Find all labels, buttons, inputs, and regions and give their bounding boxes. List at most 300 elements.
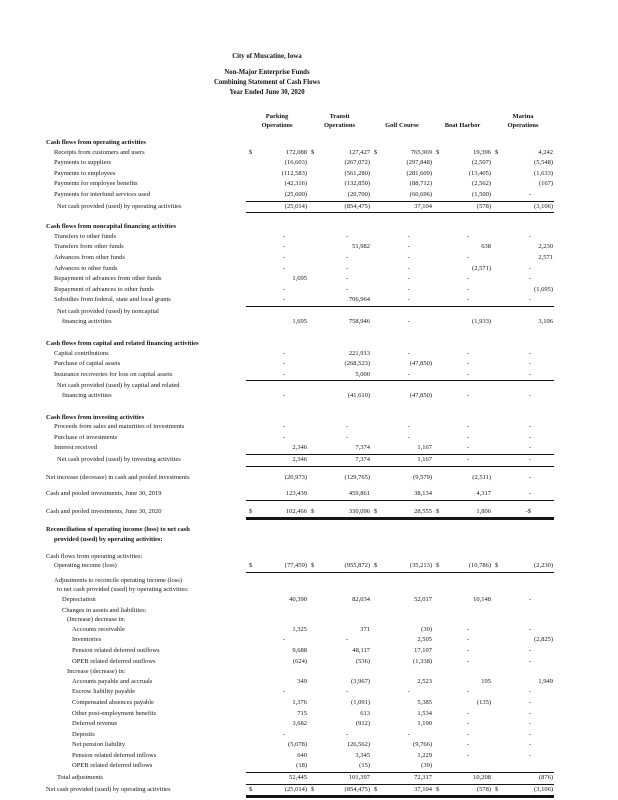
amount: 52,017 [414,595,432,603]
value-cell [492,687,554,698]
amount: (9,579) [413,473,432,481]
value-cell [492,698,554,709]
value-cell [246,253,308,264]
value-cell [371,773,433,785]
amount: (30) [421,625,432,633]
amount: - [466,349,469,357]
amount: 17,107 [414,646,432,654]
row-label: Total adjustments [57,774,103,782]
amount: - [407,264,410,272]
value-cell [492,264,554,275]
amount: (578) [476,785,491,793]
amount: (1,500) [472,190,491,198]
value-cell [246,148,308,159]
value-cell [371,169,433,180]
amount: - [466,751,469,759]
amount: - [282,285,285,293]
value-cell [371,232,433,243]
value-cell [433,349,492,360]
amount: (561,280) [344,169,370,177]
amount: (39) [421,762,432,770]
data-row [46,232,578,243]
amount: - [528,296,531,304]
value-cell [246,657,308,668]
value-cell [371,264,433,275]
value-cell [492,370,554,382]
data-row [46,785,578,797]
data-row [46,698,578,709]
amount: - [282,370,285,378]
amount: (281,609) [406,169,432,177]
amount: (5,548) [534,159,553,167]
row-label: Payments to employees [54,169,116,177]
data-row [46,433,578,444]
row-label: Payments to suppliers [54,159,112,167]
amount: (25,014) [284,785,307,793]
value-cell [371,370,433,382]
value-cell [433,317,492,328]
amount: - [466,657,469,665]
row-label: Advances to other funds [54,264,118,272]
statement-title: Combining Statement of Cash Flows [213,79,321,86]
amount: (3,106) [534,785,553,793]
value-cell [371,561,433,573]
value-cell [246,698,308,709]
amount: (77,459) [284,562,307,570]
amount: 37,104 [414,785,432,793]
amount: - [466,720,469,728]
label-row [46,576,578,586]
amount: - [407,285,410,293]
amount: (3,106) [534,202,553,210]
amount: - [407,232,410,240]
amount: - [466,253,469,261]
value-cell [433,785,492,797]
value-cell [492,561,554,573]
value-cell [492,433,554,444]
amount: - [407,688,410,696]
amount: (955,872) [344,562,370,570]
value-cell [433,455,492,467]
value-cell [371,740,433,751]
column-header-parking [246,112,308,130]
amount: 5,000 [355,370,370,378]
value-cell [371,158,433,169]
data-row [46,274,578,285]
label-row [46,667,578,677]
amount: 371 [360,625,370,633]
amount: (297,848) [406,159,432,167]
value-cell [308,625,371,636]
value-cell [308,391,371,402]
amount: (47,850) [409,392,432,400]
row-label: Net cash provided (used) by investing activities [57,456,181,464]
data-row [46,285,578,296]
value-cell [492,646,554,657]
amount: - [407,349,410,357]
amount: (88,712) [409,180,432,188]
amount: - [466,232,469,240]
value-cell [492,242,554,253]
row-label: financing activities [62,317,112,325]
value-cell [492,489,554,501]
value-cell [308,561,371,573]
value-cell [246,179,308,190]
value-cell [308,158,371,169]
data-row [46,657,578,668]
amount: (624) [292,657,307,665]
amount: (2,562) [472,180,491,188]
amount: 640 [297,751,307,759]
value-cell [433,773,492,785]
amount: 2,230 [538,243,553,251]
amount: (876) [538,774,553,782]
amount: 10,208 [473,774,491,782]
amount: - [345,433,348,441]
dollar-sign: $ [249,148,253,156]
row-label: Pension related deferred inflows [72,751,157,759]
row-label: Insurance recoveries for loss on capital assets [54,370,173,378]
amount: 40,390 [289,595,307,603]
value-cell [433,719,492,730]
amount: - [466,423,469,431]
amount: - [282,253,285,261]
value-cell [433,698,492,709]
amount: - [407,433,410,441]
value-cell [308,253,371,264]
amount: (25,014) [284,202,307,210]
statement-rows [46,138,578,796]
row-label: Reconciliation of operating income (loss) to net cash [46,526,190,534]
value-cell [371,190,433,202]
column-header-line: Operations [507,122,539,129]
row-label: Cash flows from operating activities: [46,552,143,560]
row-label: Escrow liability payable [72,688,136,696]
data-row [46,595,578,606]
amount: 48,117 [352,646,370,654]
value-cell [433,740,492,751]
value-cell [492,179,554,190]
row-label: Accounts payable and accruals [72,677,153,685]
row-label: Changes in assets and liabilities: [62,606,147,614]
amount: 765,969 [410,148,432,156]
amount: - [407,296,410,304]
value-cell [246,274,308,285]
row-label: Deferred revenue [72,720,118,728]
value-cell [246,635,308,646]
row-label: to net cash provided (used) by operating activities: [57,586,189,594]
data-row [46,635,578,646]
value-cell [433,253,492,264]
column-header-marina [492,112,554,130]
value-cell [371,317,433,328]
value-cell [308,370,371,382]
value-cell [246,169,308,180]
value-cell [308,730,371,741]
amount: - [407,317,410,325]
value-cell [433,646,492,657]
amount: 1,167 [417,456,432,464]
value-cell [308,317,371,328]
value-cell [308,349,371,360]
section-header-row [46,339,578,349]
amount: - [528,190,531,198]
row-label: Adjustments to reconcile operating income (loss) [54,576,182,584]
value-cell [492,455,554,467]
value-cell [433,561,492,573]
data-row [46,190,578,202]
dollar-sign: $ [311,507,315,515]
amount: (18) [296,762,307,770]
dollar-sign: $ [311,148,315,156]
column-header-golf [371,112,433,130]
row-label: Proceeds from sales and maturities of investments [54,423,185,431]
value-cell [246,295,308,307]
value-cell [246,370,308,382]
amount: - [282,296,285,304]
value-cell [371,455,433,467]
amount: 5,385 [417,698,432,706]
amount: 37,104 [414,202,432,210]
dollar-sign: $ [374,562,378,570]
amount: 2,523 [417,677,432,685]
data-row [46,687,578,698]
amount: (35,213) [409,562,432,570]
row-label: Capital contributions [54,349,109,357]
data-row [46,677,578,688]
amount: 123,439 [285,490,307,498]
data-row [46,709,578,720]
value-cell [371,687,433,698]
column-header-transit [308,112,371,130]
data-row [46,158,578,169]
dollar-sign: $ [495,562,499,570]
row-label: Net cash provided (used) by operating activities [57,202,182,210]
row-label: Depreciation [62,595,96,603]
row-label: provided (used) by operating activities: [54,536,163,543]
dollar-sign: $ [374,148,378,156]
data-row [46,751,578,762]
section-header-row [46,535,578,545]
value-cell [371,148,433,159]
row-label: Inventories [72,636,102,644]
value-cell [371,719,433,730]
value-cell [308,687,371,698]
amount: - [345,264,348,272]
value-cell [371,391,433,402]
data-row [46,473,578,484]
value-cell [308,359,371,370]
amount: (578) [476,202,491,210]
value-cell [433,179,492,190]
amount: 28,555 [414,507,432,515]
data-row [46,625,578,636]
value-cell [246,687,308,698]
amount: - [466,730,469,738]
value-cell [246,433,308,444]
amount: - [528,275,531,283]
amount: - [528,370,531,378]
value-cell [492,740,554,751]
value-cell [246,625,308,636]
amount: 7,374 [355,444,370,452]
value-cell [371,657,433,668]
amount: (47,850) [409,360,432,368]
value-cell [492,359,554,370]
row-label: Cash and pooled investments, June 30, 2020 [46,507,162,515]
data-row [46,317,578,328]
value-cell [492,761,554,773]
amount: - [528,625,531,633]
section-header-row [46,222,578,232]
amount: 706,964 [348,296,370,304]
amount: 715 [297,709,307,717]
amount: 2,346 [292,456,307,464]
data-row [46,202,578,214]
value-cell [433,264,492,275]
amount: - [466,636,469,644]
column-header-row [46,112,578,130]
value-cell [433,507,492,519]
amount: (16,603) [284,159,307,167]
value-cell [433,202,492,214]
column-header-line: Parking [265,113,289,120]
dollar-sign: $ [374,507,378,515]
amount: (3,967) [351,677,370,685]
value-cell [371,761,433,773]
row-label: Receipts from customers and users [54,148,145,156]
value-cell [308,657,371,668]
value-cell [246,507,308,519]
row-label: Payments for interfund services used [54,190,151,198]
amount: 195 [481,677,491,685]
amount: - [282,423,285,431]
amount: - [466,370,469,378]
row-label: Subsidies from federal, state and local grants [54,296,171,304]
value-cell [433,359,492,370]
section-header-row [46,413,578,423]
amount: - [528,657,531,665]
value-cell [371,253,433,264]
column-header-line: Transit [329,113,350,120]
row-label: financing activities [62,392,112,400]
data-row [46,773,578,785]
amount: 459,861 [348,490,370,498]
value-cell [246,709,308,720]
value-cell [492,232,554,243]
amount: 1,376 [292,698,307,706]
row-label: Other post-employment benefits [72,709,157,717]
amount: - [466,625,469,633]
amount: - [528,698,531,706]
value-cell [433,687,492,698]
value-cell [246,391,308,402]
value-cell [308,473,371,484]
amount: - [282,636,285,644]
amount: (10,786) [468,562,491,570]
amount: (1,633) [534,169,553,177]
amount: 349 [297,677,307,685]
value-cell [433,709,492,720]
label-row [46,381,578,391]
amount: 1,806 [476,507,491,515]
amount: - [282,730,285,738]
amount: - [528,751,531,759]
period-title: Year Ended June 30, 2020 [229,89,305,96]
amount: 1,534 [417,709,432,717]
row-label: Cash flows from capital and related financing activities [46,340,199,348]
amount: - [466,285,469,293]
value-cell [492,443,554,455]
amount: - [466,275,469,283]
amount: 2,505 [417,636,432,644]
row-label: Pension related deferred outflows [72,646,160,654]
data-row [46,242,578,253]
row-label: Net pension liability [72,741,126,749]
amount: (129,765) [344,473,370,481]
value-cell [371,349,433,360]
column-header-line: Golf Course [385,122,419,129]
value-cell [492,158,554,169]
amount: - [466,646,469,654]
amount: 2,571 [538,253,553,261]
amount: (912) [355,720,370,728]
row-label: Repayment of advances to other funds [54,285,154,293]
value-cell [371,285,433,296]
value-cell [433,751,492,762]
dollar-sign: $ [311,785,315,793]
spacer-row [46,518,578,525]
value-cell [492,709,554,720]
amount: 330,096 [348,507,370,515]
data-row [46,443,578,455]
row-label: Cash and pooled investments, June 30, 2019 [46,490,162,498]
amount: - [528,646,531,654]
amount: (1,091) [351,698,370,706]
amount: - [282,264,285,272]
value-cell [492,317,554,328]
column-header-line: Marina [512,113,534,120]
amount: - [528,688,531,696]
value-cell [246,264,308,275]
value-cell [371,202,433,214]
amount: 2,346 [292,444,307,452]
amount: 19,396 [473,148,491,156]
amount: - [282,392,285,400]
data-row [46,391,578,402]
value-cell [433,677,492,688]
value-cell [433,443,492,455]
value-cell [246,761,308,773]
amount: - [466,741,469,749]
amount: (13,405) [468,169,491,177]
dollar-sign: $ [249,507,253,515]
value-cell [433,625,492,636]
label-row [46,552,578,562]
amount: - [345,688,348,696]
value-cell [433,595,492,606]
amount: - [345,285,348,293]
value-cell [246,473,308,484]
value-cell [308,646,371,657]
dollar-sign: $ [436,507,440,515]
value-cell [433,433,492,444]
dollar-sign: $ [495,148,499,156]
amount: (135) [476,698,491,706]
amount: 1,695 [292,275,307,283]
data-row [46,489,578,501]
label-row [46,307,578,317]
